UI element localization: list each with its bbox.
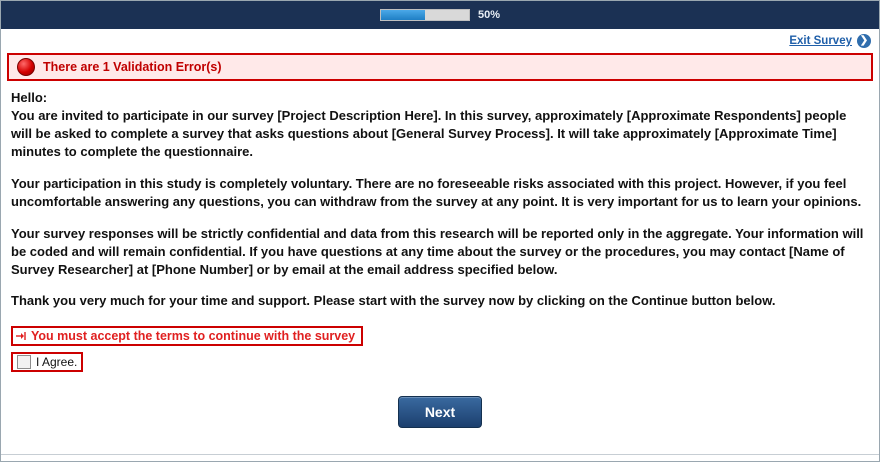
- terms-error-text: You must accept the terms to continue with the survey: [31, 329, 356, 344]
- greeting-text: Hello:: [11, 90, 48, 105]
- arrow-enter-icon: [15, 330, 27, 342]
- bottom-strip: [1, 454, 879, 461]
- progress-bar-container: [1, 1, 879, 29]
- agree-checkbox-group[interactable]: [11, 352, 83, 372]
- next-button[interactable]: Next: [398, 396, 482, 428]
- progress-track: [380, 9, 470, 21]
- agree-checkbox-label[interactable]: I Agree.: [36, 355, 78, 370]
- terms-error-message: [11, 326, 363, 346]
- intro-paragraph-4: Thank you very much for your time and support. Please start with the survey now by clicking on the Continue button below.: [11, 293, 776, 309]
- validation-error-text: There are 1 Validation Error(s): [43, 60, 222, 74]
- exit-survey-link[interactable]: Exit Survey: [789, 35, 852, 47]
- agree-checkbox[interactable]: [17, 355, 31, 369]
- progress-percent-label: 50%: [477, 9, 501, 21]
- intro-paragraph-2: Your participation in this study is completely voluntary. There are no foreseeable risks associated with this project. However, if you feel uncomfortable answering any questions, you can withdraw from the survey at any point. It is very important for us to learn your opinions.: [11, 175, 862, 209]
- exit-survey-row: [1, 29, 879, 53]
- intro-paragraph-3: Your survey responses will be strictly confidential and data from this research will be reported only in the aggregate. Your information will be coded and will remain confidential. If you have questions at any time about the survey or the procedures, you may contact [Name of Survey Researcher] at [Phone Number] or by email at the email address specified below.: [11, 225, 864, 277]
- validation-error-banner: [7, 53, 873, 81]
- progress-wrap: [380, 9, 500, 21]
- progress-fill: [381, 10, 425, 20]
- error-icon: [17, 58, 35, 76]
- intro-paragraph-1: You are invited to participate in our survey [Project Description Here]. In this survey, approximately [Approximate Respondents] people will be asked to complete a survey that asks questions about [General Survey Process]. It will take approximately [Approximate Time] minutes to complete the questionnaire.: [11, 107, 847, 159]
- arrow-right-icon[interactable]: ❯: [857, 34, 871, 48]
- next-button-row: [11, 396, 869, 428]
- survey-intro-content: [1, 81, 879, 428]
